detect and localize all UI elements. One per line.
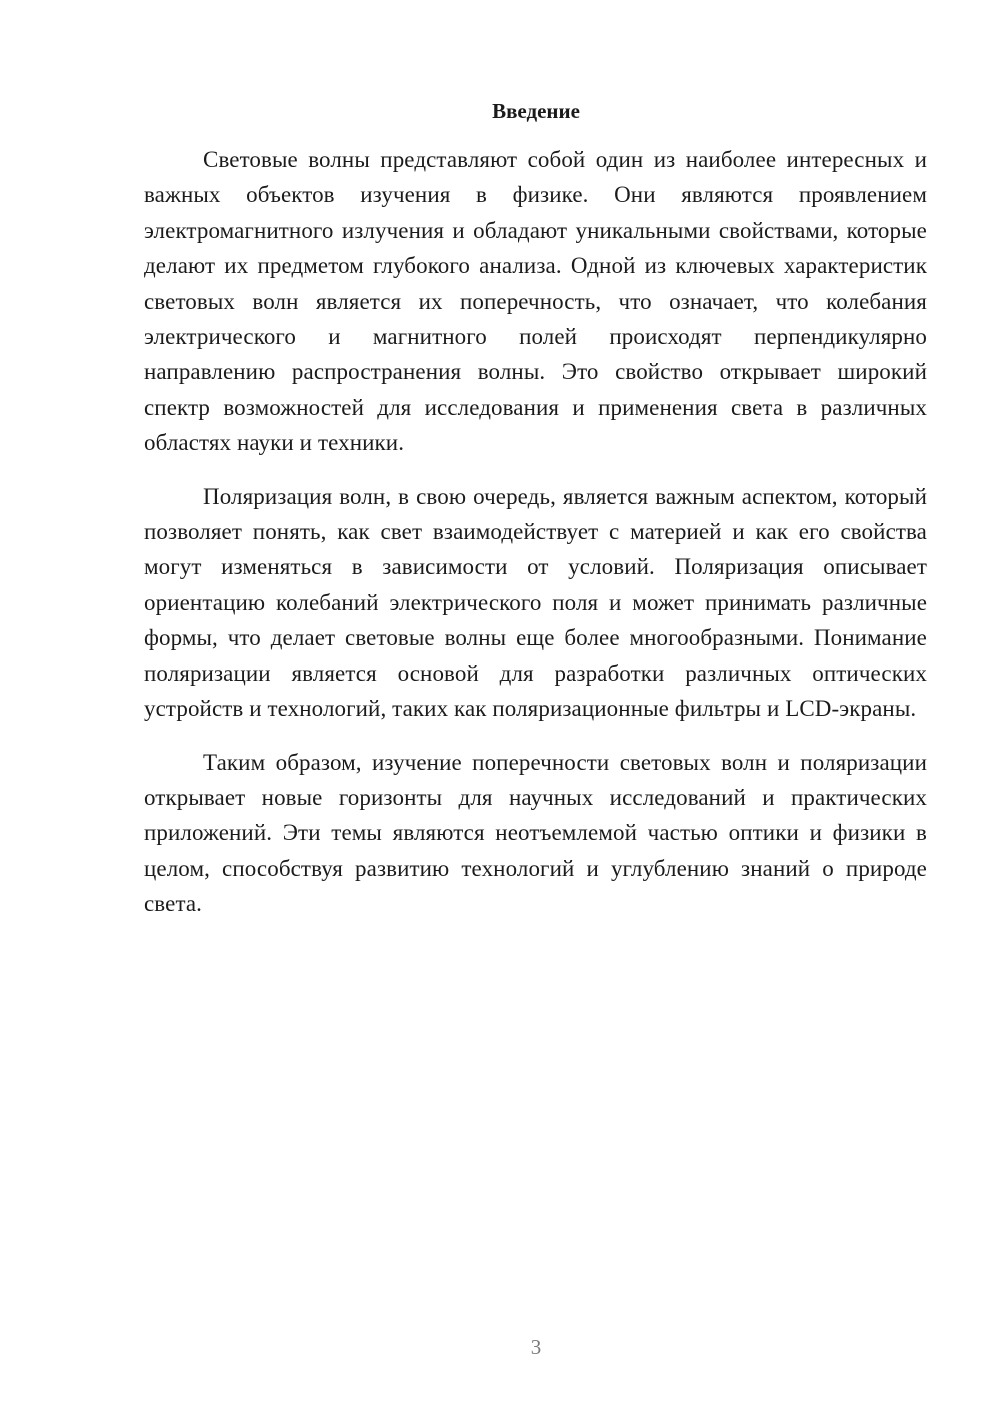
page-number: 3 [530, 1335, 542, 1359]
paragraph-3: Таким образом, изучение поперечности световых волн и поляризации открывает новые горизонты для научных исследований и практических приложений. Эти темы являются неотъемлемой частью оптики и физики в целом, способствуя развитию технологий и углублению знаний о природе света. [144, 749, 927, 917]
paragraph-2: Поляризация волн, в свою очередь, является важным аспектом, который позволяет понять, как свет взаимодействует с материей и как его свойства могут изменяться в зависимости от условий. Поляризация описывает ориентацию колебаний электрического поля и может принимать различные формы, что делает световые волны еще более многообразными. Понимание поляризации является основой для разработки различных оптических устройств и технологий, таких как поляризационные фильтры и LCD-экраны. [144, 483, 927, 722]
body-text [144, 142, 927, 940]
paragraph-1: Световые волны представляют собой один из наиболее интересных и важных объектов изучения в физике. Они являются проявлением электромагнитного излучения и обладают уникальными свойствами, которые делают их предметом глубокого анализа. Одной из ключевых характеристик световых волн является их поперечность, что означает, что колебания электрического и магнитного полей происходят перпендикулярно направлению распространения волны. Это свойство открывает широкий спектр возможностей для исследования и применения света в различных областях науки и техники. [144, 147, 927, 456]
page-title: Введение [492, 99, 580, 123]
